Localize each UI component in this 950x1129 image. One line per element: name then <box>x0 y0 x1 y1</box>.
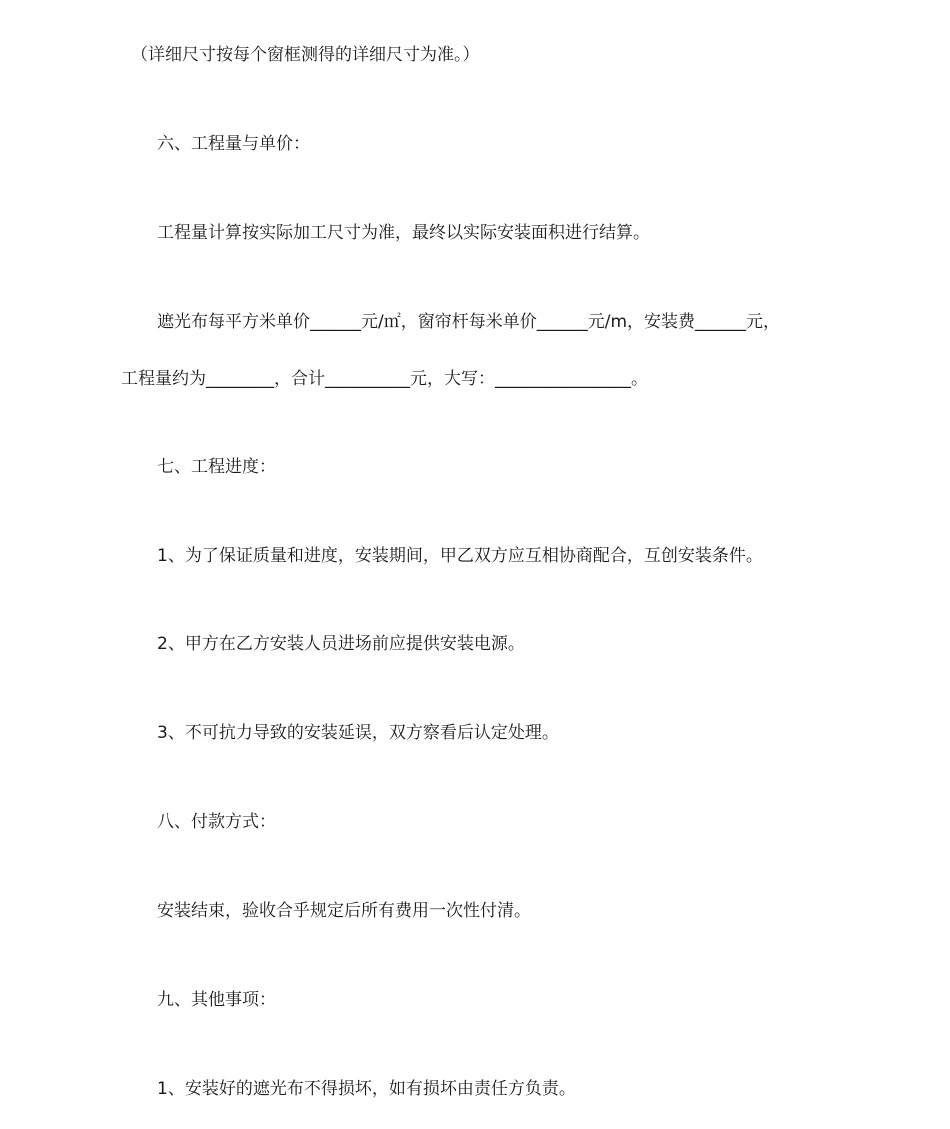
section-9-heading: 九、其他事项： <box>157 990 276 1010</box>
other-item-1: 1、安装好的遮光布不得损坏，如有损坏由责任方负责。 <box>157 1079 576 1099</box>
section-6-heading: 六、工程量与单价： <box>157 134 310 154</box>
size-note: （详细尺寸按每个窗框测得的详细尺寸为准。） <box>131 45 480 65</box>
section-7-heading: 七、工程进度： <box>157 457 276 477</box>
payment-paragraph: 安装结束，验收合乎规定后所有费用一次性付清。 <box>157 901 531 921</box>
calc-rule-paragraph: 工程量计算按实际加工尺寸为准，最终以实际安装面积进行结算。 <box>157 223 650 243</box>
progress-item-1: 1、为了保证质量和进度，安装期间，甲乙双方应互相协商配合，互创安装条件。 <box>157 546 763 566</box>
progress-item-2: 2、甲方在乙方安装人员进场前应提供安装电源。 <box>157 634 525 654</box>
price-line-1: 遮光布每平方米单价______元/㎡，窗帘杆每米单价______元/m，安装费______元， <box>157 312 781 332</box>
price-line-2: 工程量约为________，合计__________元，大写：________________。 <box>121 369 648 389</box>
section-8-heading: 八、付款方式： <box>157 812 276 832</box>
progress-item-3: 3、不可抗力导致的安装延误，双方察看后认定处理。 <box>157 723 559 743</box>
